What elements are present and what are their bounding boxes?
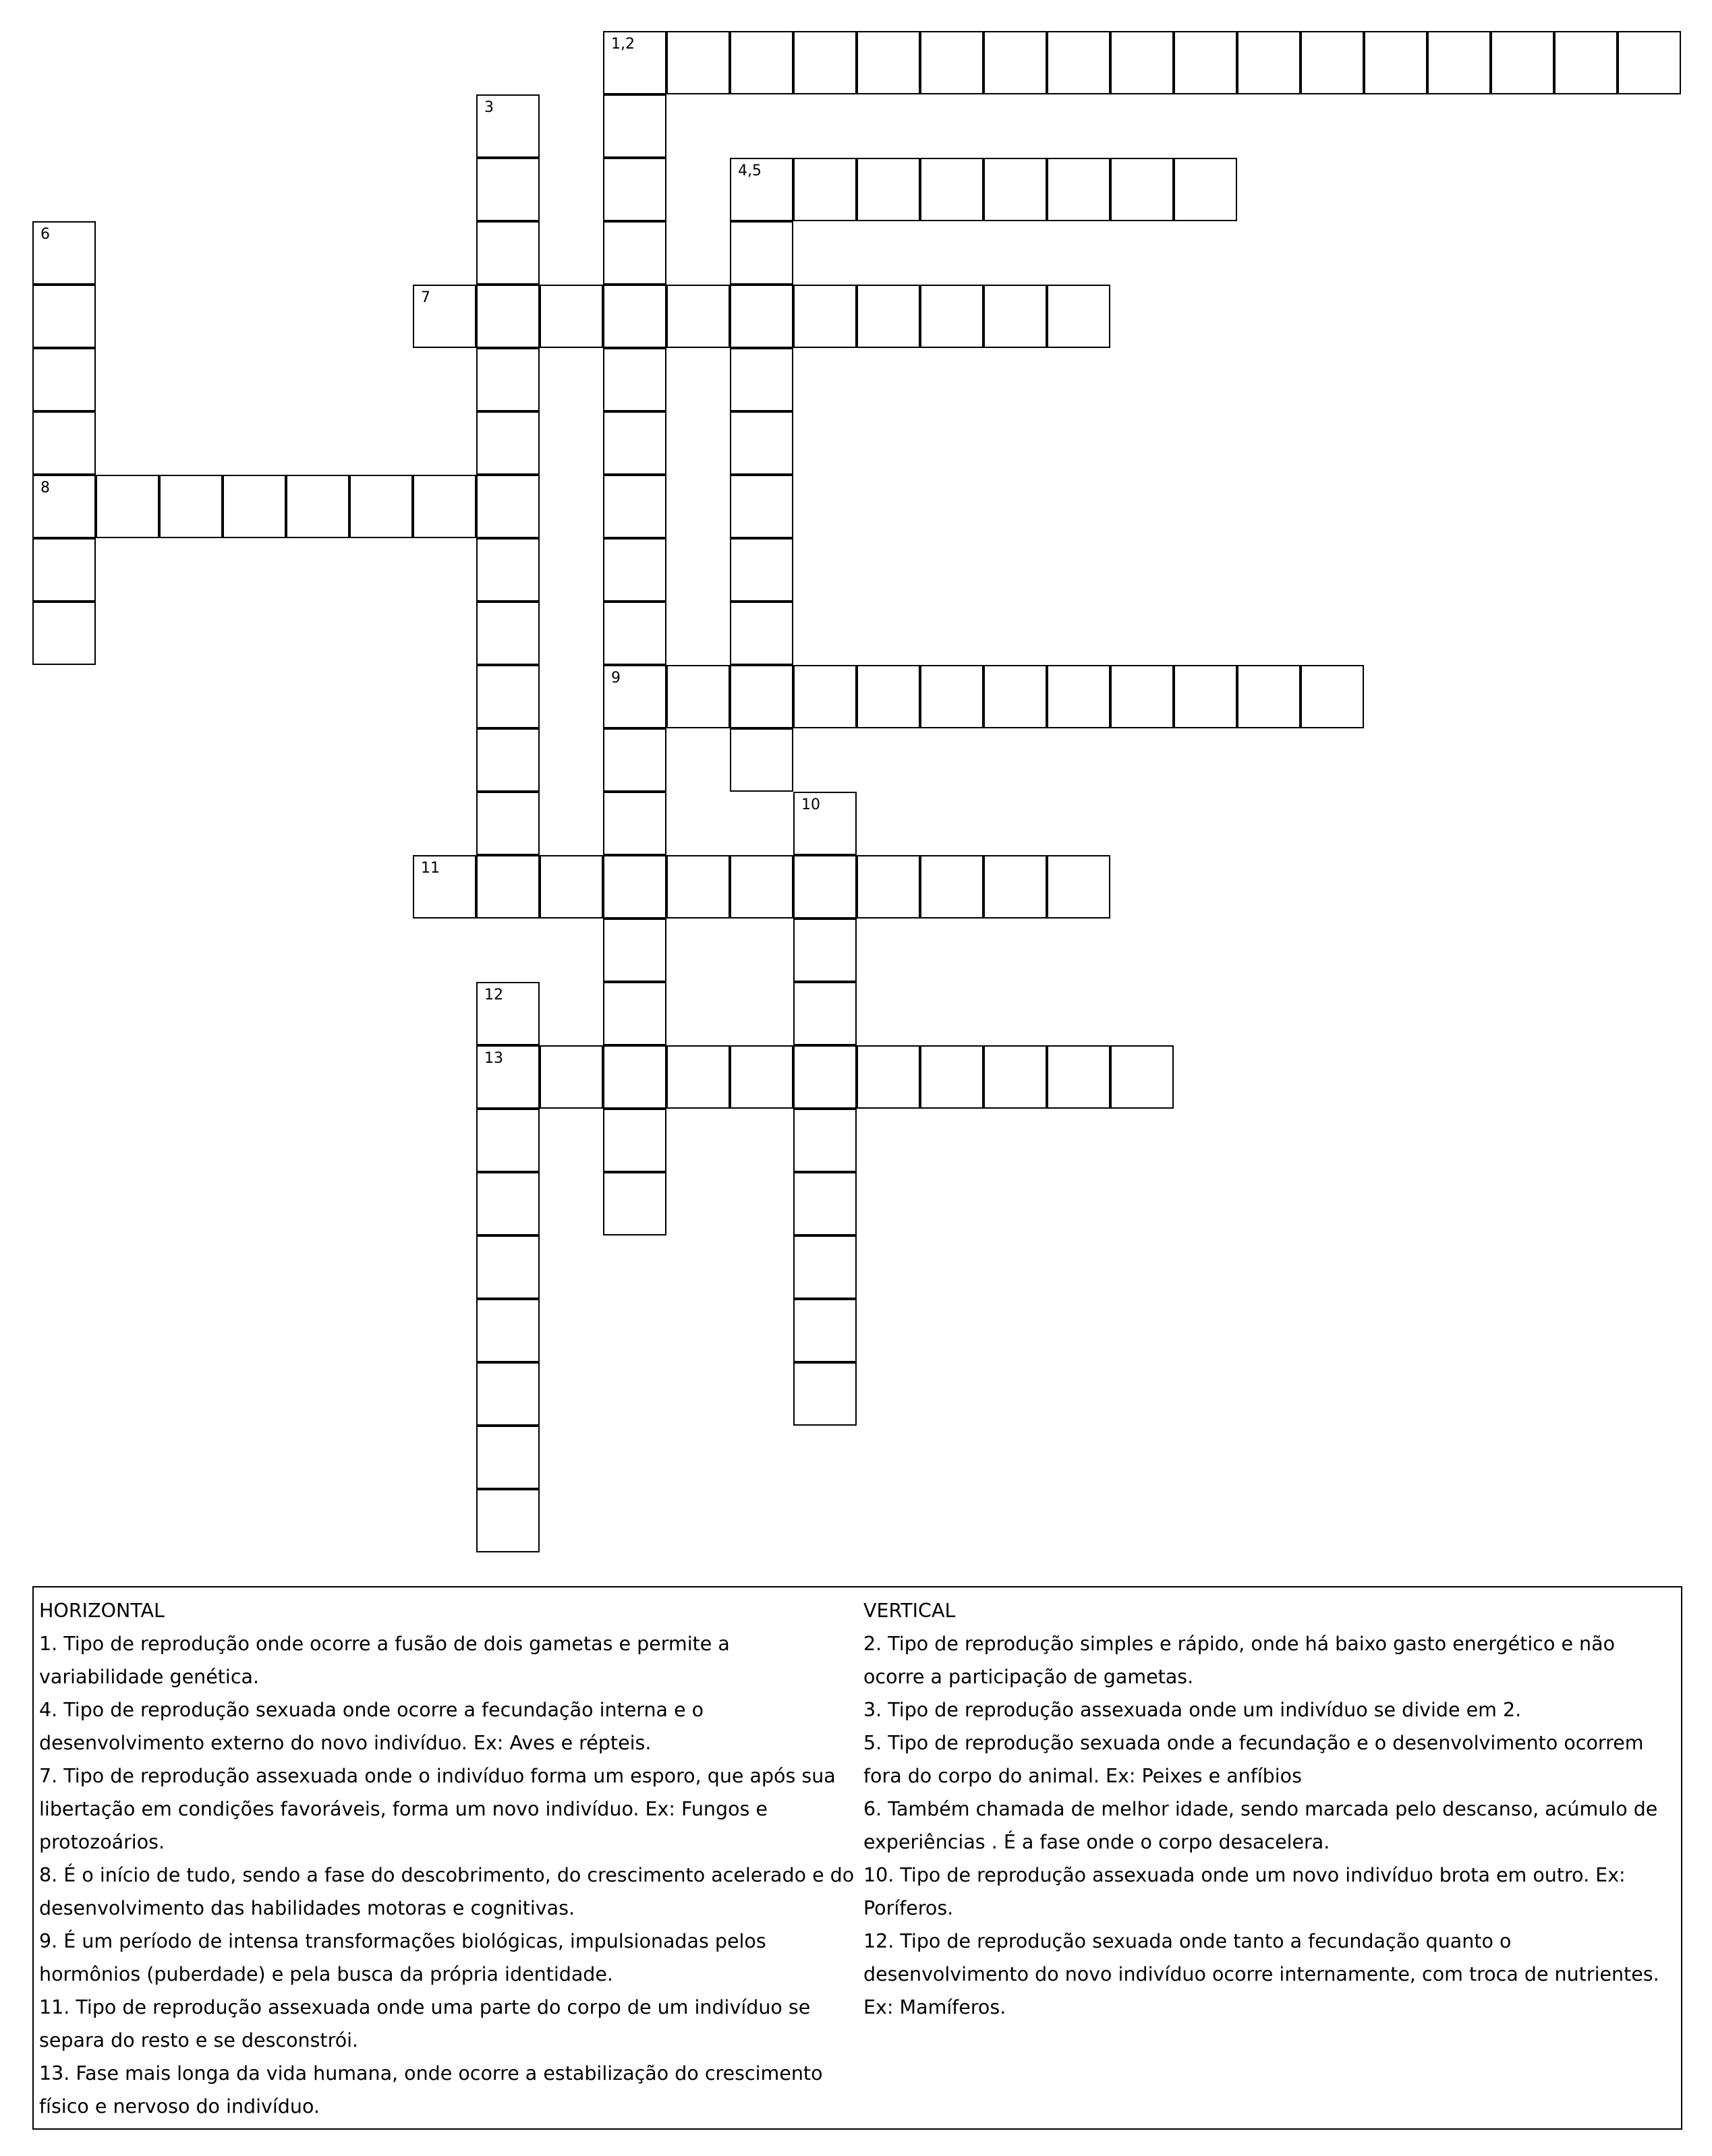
grid-cell[interactable] [666,285,730,348]
grid-cell[interactable] [1110,31,1174,94]
grid-cell[interactable] [32,348,96,411]
grid-cell[interactable] [1491,31,1554,94]
grid-cell[interactable] [540,285,603,348]
grid-cell[interactable] [793,1299,857,1362]
grid-cell[interactable] [476,1362,540,1426]
grid-cell[interactable] [920,665,983,728]
grid-cell[interactable] [476,602,540,665]
grid-cell[interactable] [1110,665,1174,728]
grid-cell[interactable] [476,94,540,158]
grid-cell[interactable] [1047,158,1110,221]
grid-cell[interactable] [603,919,666,982]
grid-cell[interactable] [32,221,96,285]
grid-cell[interactable] [476,1235,540,1299]
grid-cell[interactable] [476,348,540,411]
grid-cell[interactable] [857,285,920,348]
grid-cell[interactable] [730,158,793,221]
clue-h-9: 9. É um período de intensa transformações biológicas, impulsionadas pelos hormônios (puberdade) e pela busca da própria identidade. [39,1930,766,1985]
clues-box [32,1586,1682,2130]
grid-cell[interactable] [476,475,540,538]
grid-cell[interactable] [793,665,857,728]
grid-cell[interactable] [1047,285,1110,348]
grid-cell[interactable] [413,285,476,348]
grid-cell[interactable] [920,855,983,919]
grid-cell[interactable] [1427,31,1491,94]
grid-cell[interactable] [793,31,857,94]
grid-cell[interactable] [476,982,540,1045]
grid-cell[interactable] [540,1045,603,1109]
grid-cell[interactable] [159,475,223,538]
grid-cell[interactable] [1047,1045,1110,1109]
grid-cell[interactable] [476,221,540,285]
grid-cell[interactable] [730,31,793,94]
grid-cell[interactable] [666,855,730,919]
clue-h-7: 7. Tipo de reprodução assexuada onde o indivíduo forma um esporo, que após sua libertação em condições favoráveis, forma um novo indivíduo. Ex: Fungos e protozoários. [39,1765,836,1853]
grid-cell[interactable] [603,475,666,538]
clue-number: 6 [40,226,50,243]
clue-v-5: 5. Tipo de reprodução sexuada onde a fecundação e o desenvolvimento ocorrem fora do corpo do animal. Ex: Peixes e anfíbios [863,1732,1644,1787]
grid-cell[interactable] [793,1172,857,1235]
grid-cell[interactable] [476,855,540,919]
grid-cell[interactable] [983,855,1047,919]
grid-cell[interactable] [730,602,793,665]
grid-cell[interactable] [603,221,666,285]
clue-number: 13 [484,1050,503,1067]
grid-cell[interactable] [730,665,793,728]
grid-cell[interactable] [1237,665,1301,728]
grid-cell[interactable] [730,538,793,602]
grid-cell[interactable] [603,1045,666,1109]
grid-cell[interactable] [983,158,1047,221]
grid-cell[interactable] [1110,1045,1174,1109]
clue-number: 1,2 [611,36,635,53]
grid-cell[interactable] [1554,31,1618,94]
grid-cell[interactable] [666,31,730,94]
grid-cell[interactable] [603,1172,666,1235]
clue-h-13: 13. Fase mais longa da vida humana, onde ocorre a estabilização do crescimento físico e nervoso do indivíduo. [39,2062,823,2118]
grid-cell[interactable] [476,1109,540,1172]
grid-cell[interactable] [603,728,666,792]
grid-cell[interactable] [603,94,666,158]
grid-cell[interactable] [857,665,920,728]
clue-number: 12 [484,987,503,1003]
grid-cell[interactable] [730,348,793,411]
grid-cell[interactable] [1301,31,1364,94]
grid-cell[interactable] [730,285,793,348]
grid-cell[interactable] [666,665,730,728]
grid-cell[interactable] [603,348,666,411]
clue-number: 11 [421,860,440,877]
grid-cell[interactable] [983,31,1047,94]
grid-cell[interactable] [603,602,666,665]
grid-cell[interactable] [730,475,793,538]
clue-v-3: 3. Tipo de reprodução assexuada onde um indivíduo se divide em 2. [863,1699,1522,1721]
vertical-title: VERTICAL [863,1600,956,1622]
grid-cell[interactable] [603,792,666,855]
grid-cell[interactable] [730,855,793,919]
grid-cell[interactable] [476,1045,540,1109]
grid-cell[interactable] [32,538,96,602]
grid-cell[interactable] [540,855,603,919]
grid-cell[interactable] [476,158,540,221]
grid-cell[interactable] [32,411,96,475]
grid-cell[interactable] [793,855,857,919]
grid-cell[interactable] [730,1045,793,1109]
clue-number: 8 [40,479,50,496]
grid-cell[interactable] [476,728,540,792]
horizontal-clues [39,1594,859,2123]
grid-cell[interactable] [793,919,857,982]
clue-number: 10 [801,796,820,813]
grid-cell[interactable] [920,31,983,94]
grid-cell[interactable] [476,1299,540,1362]
grid-cell[interactable] [476,411,540,475]
grid-cell[interactable] [1110,158,1174,221]
grid-cell[interactable] [603,855,666,919]
grid-cell[interactable] [1047,855,1110,919]
grid-cell[interactable] [96,475,159,538]
clue-v-10: 10. Tipo de reprodução assexuada onde um novo indivíduo brota em outro. Ex: Poríferos. [863,1864,1626,1919]
grid-cell[interactable] [476,538,540,602]
grid-cell[interactable] [857,31,920,94]
clue-v-2: 2. Tipo de reprodução simples e rápido, onde há baixo gasto energético e não ocorre a participação de gametas. [863,1633,1616,1688]
grid-cell[interactable] [476,665,540,728]
grid-cell[interactable] [603,665,666,728]
clue-v-12: 12. Tipo de reprodução sexuada onde tanto a fecundação quanto o desenvolvimento do novo indivíduo ocorre internamente, com troca de nutrientes. Ex: Mamíferos. [863,1930,1659,2018]
grid-cell[interactable] [920,1045,983,1109]
grid-cell[interactable] [1174,31,1237,94]
grid-cell[interactable] [920,158,983,221]
grid-cell[interactable] [32,285,96,348]
grid-cell[interactable] [730,728,793,792]
grid-cell[interactable] [603,538,666,602]
grid-cell[interactable] [983,665,1047,728]
grid-cell[interactable] [1047,665,1110,728]
grid-cell[interactable] [476,285,540,348]
grid-cell[interactable] [603,1109,666,1172]
grid-cell[interactable] [793,982,857,1045]
grid-cell[interactable] [223,475,286,538]
grid-cell[interactable] [857,855,920,919]
grid-cell[interactable] [413,475,476,538]
grid-cell[interactable] [1364,31,1427,94]
grid-cell[interactable] [476,792,540,855]
grid-cell[interactable] [1174,665,1237,728]
clue-h-8: 8. É o início de tudo, sendo a fase do descobrimento, do crescimento acelerado e do desenvolvimento das habilidades motoras e cognitivas. [39,1864,855,1919]
grid-cell[interactable] [413,855,476,919]
clue-h-1: 1. Tipo de reprodução onde ocorre a fusão de dois gametas e permite a variabilidade genética. [39,1633,730,1688]
grid-cell[interactable] [793,158,857,221]
clue-number: 7 [421,289,430,306]
grid-cell[interactable] [793,1045,857,1109]
grid-cell[interactable] [603,158,666,221]
grid-cell[interactable] [793,792,857,855]
grid-cell[interactable] [793,1235,857,1299]
grid-cell[interactable] [603,411,666,475]
grid-cell[interactable] [476,1426,540,1489]
clue-number: 4,5 [738,163,762,179]
grid-cell[interactable] [983,285,1047,348]
grid-cell[interactable] [349,475,413,538]
grid-cell[interactable] [730,411,793,475]
clue-h-4: 4. Tipo de reprodução sexuada onde ocorre a fecundação interna e o desenvolvimento externo do novo indivíduo. Ex: Aves e répteis. [39,1699,704,1754]
grid-cell[interactable] [1301,665,1364,728]
clue-h-11: 11. Tipo de reprodução assexuada onde uma parte do corpo de um indivíduo se separa do resto e se desconstrói. [39,1996,811,2051]
grid-cell[interactable] [32,475,96,538]
grid-cell[interactable] [793,1362,857,1426]
grid-cell[interactable] [603,31,666,94]
grid-cell[interactable] [1047,31,1110,94]
clue-number: 3 [484,99,494,116]
grid-cell[interactable] [1237,31,1301,94]
grid-cell[interactable] [666,1045,730,1109]
grid-cell[interactable] [286,475,349,538]
grid-cell[interactable] [793,1109,857,1172]
grid-cell[interactable] [476,1172,540,1235]
clue-v-6: 6. Também chamada de melhor idade, sendo marcada pelo descanso, acúmulo de experiências . É a fase onde o corpo desacelera. [863,1798,1658,1853]
grid-cell[interactable] [983,1045,1047,1109]
grid-cell[interactable] [603,285,666,348]
grid-cell[interactable] [793,285,857,348]
horizontal-title: HORIZONTAL [39,1600,165,1622]
grid-cell[interactable] [1174,158,1237,221]
grid-cell[interactable] [476,1489,540,1552]
grid-cell[interactable] [32,602,96,665]
grid-cell[interactable] [603,982,666,1045]
grid-cell[interactable] [730,221,793,285]
vertical-clues [863,1594,1676,2024]
clue-number: 9 [611,670,621,687]
grid-cell[interactable] [1618,31,1681,94]
grid-cell[interactable] [920,285,983,348]
grid-cell[interactable] [857,158,920,221]
grid-cell[interactable] [857,1045,920,1109]
